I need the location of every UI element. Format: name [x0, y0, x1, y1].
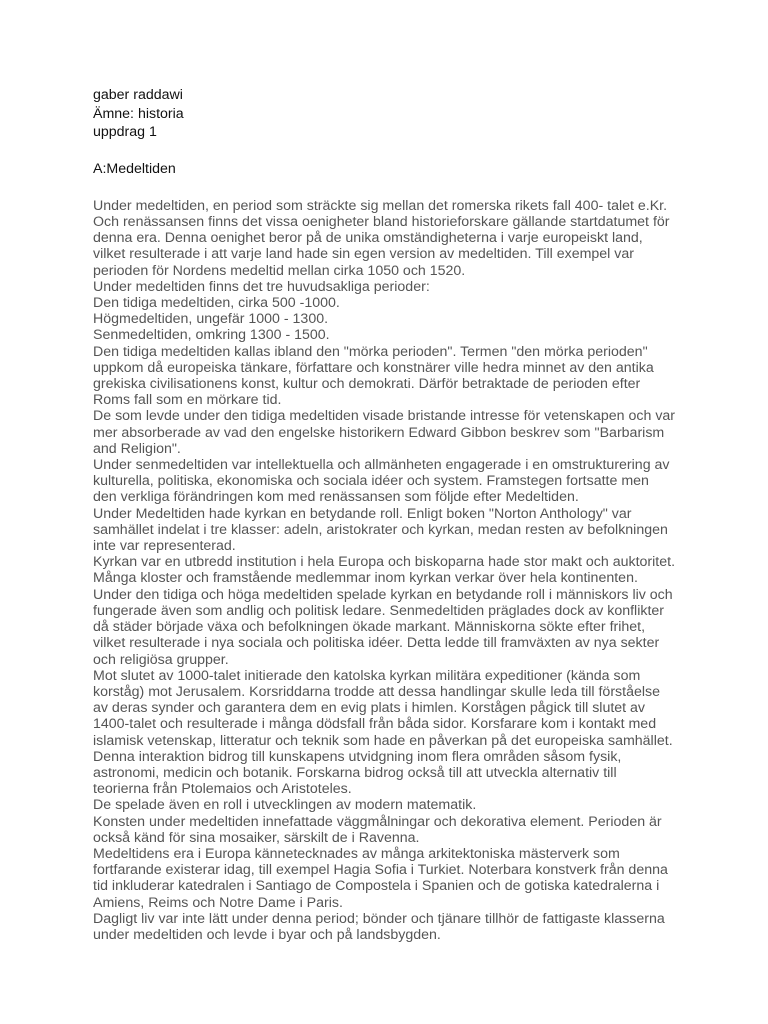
body-line: Högmedeltiden, ungefär 1000 - 1300.: [93, 311, 329, 328]
body-line: Mot slutet av 1000-talet initierade den katolska kyrkan militära expeditioner (kända som: [93, 667, 641, 684]
body-line: av deras synder och garantera dem en evig plats i himlen. Korstågen pågick till slutet av: [93, 700, 646, 717]
body-line: och religiösa grupper.: [93, 651, 229, 668]
body-line: Under medeltiden, en period som sträckte sig mellan det romerska rikets fall 400- talet e.Kr.: [93, 197, 668, 214]
body-line: Och renässansen finns det vissa oenigheter bland historieforskare gällande startdatumet för: [93, 214, 670, 231]
body-line: fungerade även som andlig och politisk ledare. Senmedeltiden präglades dock av konflikter: [93, 602, 664, 619]
body-text: [93, 198, 683, 943]
body-line: Amiens, Reims och Notre Dame i Paris.: [93, 894, 343, 911]
body-line: astronomi, medicin och botanik. Forskarna bidrog också till att utveckla alternativ till: [93, 764, 617, 781]
body-line: Den tidiga medeltiden kallas ibland den "mörka perioden". Termen "den mörka perioden": [93, 343, 648, 360]
body-line: också känd för sina mosaiker, särskilt de i Ravenna.: [93, 829, 420, 846]
body-line: denna era. Denna oenighet beror på de unika omständigheterna i varje europeiskt land,: [93, 230, 643, 247]
body-line: Under medeltiden finns det tre huvudsakliga perioder:: [93, 278, 430, 295]
body-line: perioden för Nordens medeltid mellan cirka 1050 och 1520.: [93, 262, 466, 279]
body-line: uppkom då europeiska tänkare, författare och konstnärer ville hedra minnet av den antika: [93, 359, 654, 376]
body-line: under medeltiden och levde i byar och på landsbygden.: [93, 926, 441, 943]
body-line: 1400-talet och resulterade i många dödsfall från båda sidor. Korsfarare kom i kontakt med: [93, 716, 657, 733]
body-line: då städer började växa och befolkningen ökade markant. Människorna sökte efter frihet,: [93, 619, 646, 636]
body-line: tid inkluderar katedralen i Santiago de Compostela i Spanien och de gotiska katedralerna i: [93, 878, 660, 895]
body-line: Den tidiga medeltiden, cirka 500 -1000.: [93, 295, 340, 312]
body-line: inte var representerad.: [93, 538, 236, 555]
subject-line: Ämne: historia: [93, 105, 184, 122]
body-line: teorierna från Ptolemaios och Aristoteles.: [93, 781, 352, 798]
body-line: vilket resulterade i att varje land hade sin egen version av medeltiden. Till exempel var: [93, 246, 634, 263]
body-line: Konsten under medeltiden innefattade väggmålningar och dekorativa element. Perioden är: [93, 813, 662, 830]
body-line: islamisk vetenskap, litteratur och teknik som hade en påverkan på det europeiska samhället.: [93, 732, 673, 749]
body-line: fortfarande existerar idag, till exempel Hagia Sofia i Turkiet. Noterbara konstverk från denna: [93, 862, 668, 879]
body-line: Senmedeltiden, omkring 1300 - 1500.: [93, 327, 330, 344]
body-line: Medeltidens era i Europa kännetecknades av många arkitektoniska mästerverk som: [93, 845, 620, 862]
body-line: korståg) mot Jerusalem. Korsriddarna trodde att dessa handlingar skulle leda till förståelse: [93, 683, 660, 700]
body-line: Under den tidiga och höga medeltiden spelade kyrkan en betydande roll i människors liv och: [93, 586, 673, 603]
body-line: mer absorberade av vad den engelske historikern Edward Gibbon beskrev som "Barbarism: [93, 424, 665, 441]
document-header: [93, 86, 683, 142]
body-line: De spelade även en roll i utvecklingen av modern matematik.: [93, 797, 477, 814]
body-line: Roms fall som en mörkare tid.: [93, 392, 282, 409]
author-name: gaber raddawi: [93, 87, 183, 103]
body-line: Kyrkan var en utbredd institution i hela Europa och biskoparna hade stor makt och auktoritet.: [93, 554, 676, 571]
body-line: vilket resulterade i nya sociala och politiska idéer. Detta ledde till framväxten av nya sekter: [93, 635, 660, 652]
body-line: Under senmedeltiden var intellektuella och allmänheten engagerade i en omstrukturering av: [93, 457, 670, 474]
body-line: grekiska civilisationens konst, kultur och demokrati. Därför betraktade de perioden efter: [93, 376, 641, 393]
body-line: De som levde under den tidiga medeltiden visade bristande intresse för vetenskapen och var: [93, 408, 676, 425]
body-line: kulturella, politiska, ekonomiska och sociala idéer och system. Framstegen fortsatte men: [93, 473, 649, 490]
section-title: A:Medeltiden: [93, 161, 176, 178]
body-line: and Religion".: [93, 440, 181, 457]
body-line: Under Medeltiden hade kyrkan en betydande roll. Enligt boken "Norton Anthology" var: [93, 505, 632, 522]
assignment-line: uppdrag 1: [93, 124, 157, 141]
body-line: den verkliga förändringen kom med renässansen som följde efter Medeltiden.: [93, 489, 579, 506]
body-line: samhället indelat i tre klasser: adeln, aristokrater och kyrkan, medan resten av befolkningen: [93, 521, 668, 538]
body-line: Många kloster och framstående medlemmar inom kyrkan verkar över hela kontinenten.: [93, 570, 638, 587]
body-line: Dagligt liv var inte lätt under denna period; bönder och tjänare tillhör de fattigaste klasserna: [93, 910, 665, 927]
body-line: Denna interaktion bidrog till kunskapens utvidgning inom flera områden såsom fysik,: [93, 748, 622, 765]
document-page: [93, 86, 683, 943]
